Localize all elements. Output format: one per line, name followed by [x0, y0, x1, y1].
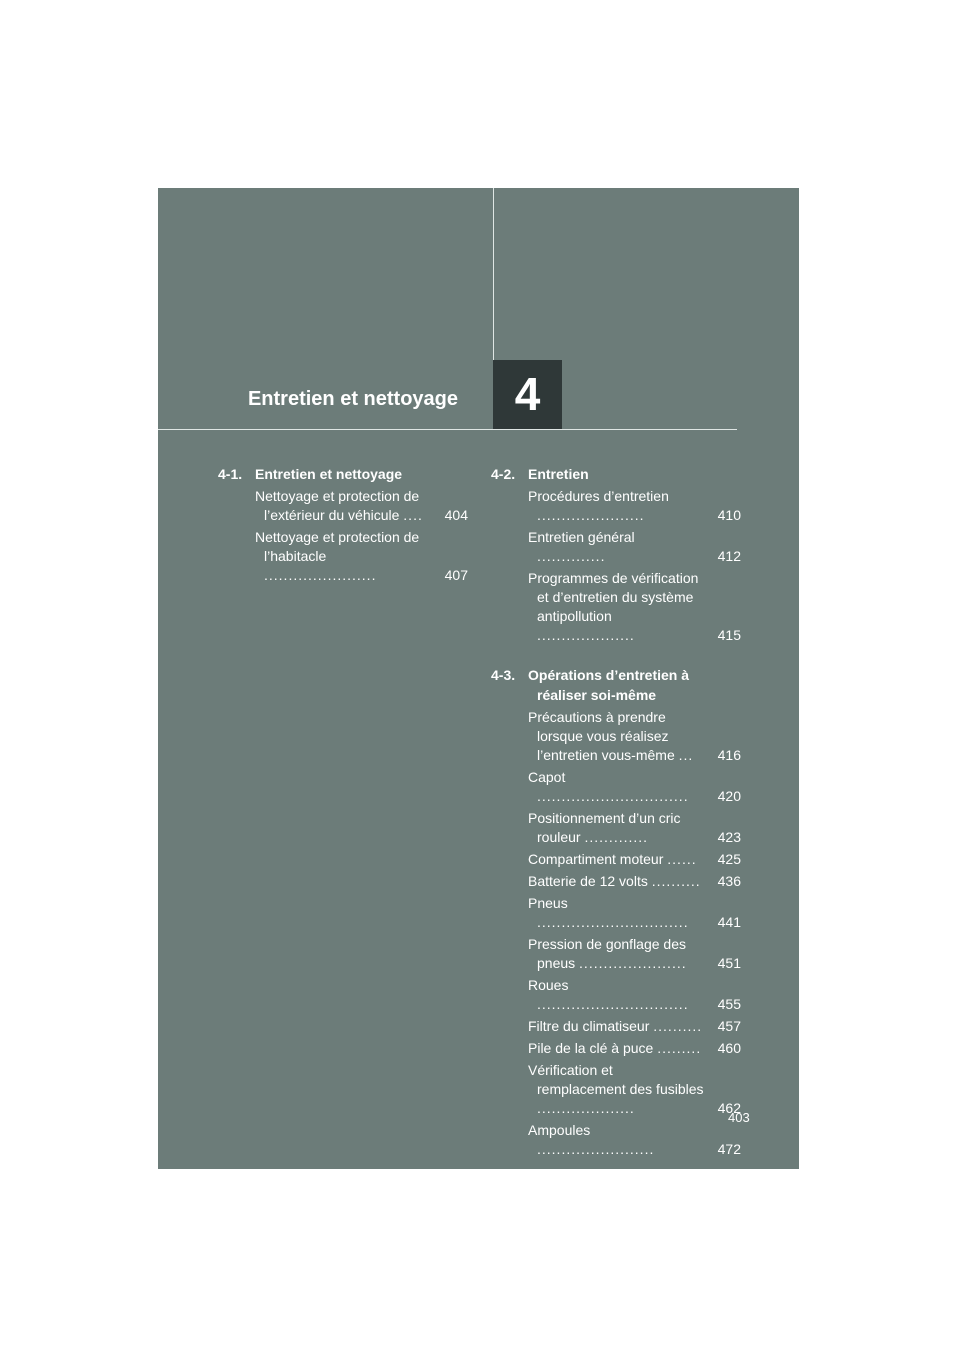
section-heading	[218, 464, 468, 484]
toc-entry[interactable]	[491, 1121, 741, 1159]
entry-text	[528, 768, 705, 806]
entry-text	[528, 872, 705, 891]
section-heading	[491, 464, 741, 484]
toc-column-right	[491, 464, 741, 1179]
toc-section	[218, 464, 468, 585]
entry-text	[528, 1121, 705, 1159]
section-number: 4-1.	[218, 466, 243, 482]
dot-leader: ....................	[537, 627, 635, 643]
entry-title: Filtre du climatiseur	[528, 1018, 650, 1034]
toc-entry[interactable]	[491, 487, 741, 525]
toc-entry[interactable]	[491, 1061, 741, 1118]
toc-entry[interactable]	[491, 935, 741, 973]
entry-text	[528, 1039, 705, 1058]
toc-entry[interactable]	[491, 1017, 741, 1036]
entry-page-number: 420	[717, 788, 741, 804]
entry-page-number: 415	[717, 627, 741, 643]
entry-text	[528, 850, 705, 869]
entry-text	[528, 1061, 705, 1118]
entry-text	[528, 487, 705, 525]
entry-text	[255, 487, 432, 525]
dot-leader: ...............................	[537, 914, 689, 930]
section-title: Entretien et nettoyage	[255, 466, 403, 482]
entry-title: Pression de gonflage des pneus	[528, 936, 686, 971]
dot-leader: ......................	[537, 507, 645, 523]
entry-page-number: 425	[717, 851, 741, 867]
chapter-title: Entretien et nettoyage	[247, 388, 458, 410]
dot-leader: .........	[657, 1040, 702, 1056]
toc-entry[interactable]	[491, 708, 741, 765]
toc-entry[interactable]	[491, 569, 741, 645]
entry-page-number: 416	[717, 747, 741, 763]
entry-page-number: 462	[717, 1100, 741, 1116]
section-heading	[491, 665, 741, 705]
entry-page-number: 457	[717, 1018, 741, 1034]
entry-title: Précautions à prendre lorsque vous réalisez l’entretien vous-même	[528, 709, 675, 763]
entry-page-number: 436	[717, 873, 741, 889]
entry-title: Entretien général	[528, 529, 635, 545]
entry-title: Vérification et remplacement des fusibles	[528, 1062, 704, 1097]
entry-page-number: 441	[717, 914, 741, 930]
section-title: Entretien	[528, 466, 589, 482]
entry-title: Batterie de 12 volts	[528, 873, 648, 889]
entry-text	[255, 528, 432, 585]
dot-leader: ........................	[537, 1141, 655, 1157]
dot-leader: ...	[678, 747, 694, 763]
entry-page-number: 460	[717, 1040, 741, 1056]
toc-entry[interactable]	[491, 850, 741, 869]
dot-leader: .............	[584, 829, 649, 845]
entry-page-number: 407	[444, 567, 468, 583]
toc-entry[interactable]	[491, 809, 741, 847]
entry-title: Compartiment moteur	[528, 851, 664, 867]
section-number: 4-3.	[491, 667, 516, 683]
entry-text	[528, 894, 705, 932]
entry-text	[528, 528, 705, 566]
page-number: 403	[728, 1110, 750, 1125]
horizontal-divider	[158, 429, 737, 430]
toc-column-left	[218, 464, 468, 605]
entry-text	[528, 1017, 705, 1036]
dot-leader: ..........	[651, 873, 701, 889]
vertical-divider	[493, 188, 494, 360]
entry-text	[528, 935, 705, 973]
dot-leader: ..............	[537, 548, 606, 564]
entry-title: Nettoyage et protection de l’extérieur du véhicule	[255, 488, 420, 523]
dot-leader: .......................	[264, 567, 377, 583]
entry-page-number: 410	[717, 507, 741, 523]
entry-page-number: 404	[444, 507, 468, 523]
toc-section	[491, 665, 741, 1159]
entry-title: Positionnement d’un cric rouleur	[528, 810, 681, 845]
entry-text	[528, 809, 705, 847]
entry-title: Nettoyage et protection de l’habitacle	[255, 529, 420, 564]
toc-entry[interactable]	[491, 894, 741, 932]
dot-leader: ......................	[579, 955, 687, 971]
entry-title: Ampoules	[528, 1122, 591, 1138]
toc-entry[interactable]	[218, 487, 468, 525]
chapter-number-box: 4	[493, 360, 562, 429]
dot-leader: ...............................	[537, 996, 689, 1012]
dot-leader: ...............................	[537, 788, 689, 804]
dot-leader: ......	[667, 851, 697, 867]
entry-title: Roues	[528, 977, 569, 993]
dot-leader: ....................	[537, 1100, 635, 1116]
dot-leader: ..........	[653, 1018, 703, 1034]
entry-page-number: 412	[717, 548, 741, 564]
entry-title: Procédures d’entretien	[528, 488, 669, 504]
entry-title: Pile de la clé à puce	[528, 1040, 654, 1056]
toc-entry[interactable]	[491, 976, 741, 1014]
entry-page-number: 455	[717, 996, 741, 1012]
toc-entry[interactable]	[491, 528, 741, 566]
entry-page-number: 472	[717, 1141, 741, 1157]
section-title: Opérations d’entretien à réaliser soi-même	[528, 667, 690, 703]
dot-leader: ....	[403, 507, 423, 523]
entry-page-number: 451	[717, 955, 741, 971]
toc-section	[491, 464, 741, 645]
entry-title: Pneus	[528, 895, 568, 911]
entry-title: Capot	[528, 769, 566, 785]
section-number: 4-2.	[491, 466, 516, 482]
toc-entry[interactable]	[491, 872, 741, 891]
toc-entry[interactable]	[491, 1039, 741, 1058]
toc-entry[interactable]	[491, 768, 741, 806]
entry-text	[528, 708, 705, 765]
entry-text	[528, 976, 705, 1014]
toc-entry[interactable]	[218, 528, 468, 585]
entry-page-number: 423	[717, 829, 741, 845]
entry-text	[528, 569, 705, 645]
entry-title: Programmes de vérification et d’entretien du système antipollution	[528, 570, 699, 624]
